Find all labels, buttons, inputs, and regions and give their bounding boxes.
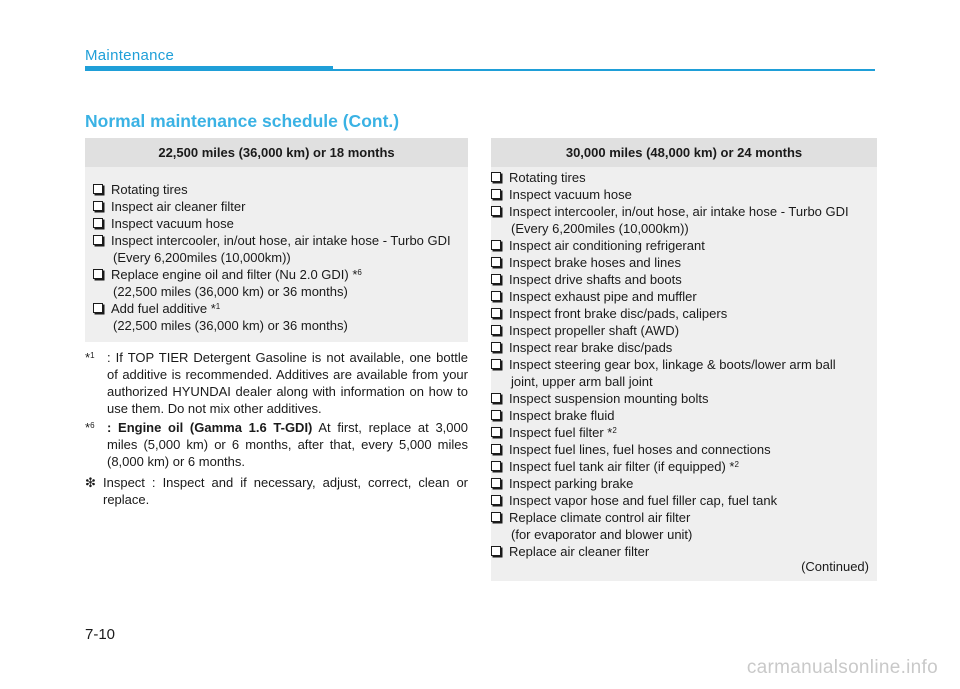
list-item: Inspect parking brake: [491, 475, 871, 492]
list-item: Inspect air cleaner filter: [93, 198, 462, 215]
section-label: Maintenance: [85, 47, 175, 64]
asterism-icon: ❇: [85, 475, 96, 490]
checkbox-icon: [93, 235, 103, 245]
inspect-legend: ❇ Inspect : Inspect and if necessary, adjust, correct, clean or replace.: [85, 475, 468, 507]
checkbox-icon: [491, 546, 501, 556]
list-item: Inspect rear brake disc/pads: [491, 339, 871, 356]
checkbox-icon: [93, 184, 103, 194]
checkbox-icon: [491, 393, 501, 403]
checkbox-icon: [491, 512, 501, 522]
checkbox-icon: [491, 257, 501, 267]
list-item: Inspect intercooler, in/out hose, air intake hose - Turbo GDI (Every 6,200miles (10,000km)): [93, 232, 462, 266]
checkbox-icon: [93, 201, 103, 211]
list-item: Inspect fuel tank air filter (if equipped) *$^2$: [491, 458, 871, 475]
list-item: Inspect propeller shaft (AWD): [491, 322, 871, 339]
list-item: Replace climate control air filter (for evaporator and blower unit): [491, 509, 871, 543]
schedule-box-30000: [491, 138, 877, 581]
checkbox-icon: [491, 308, 501, 318]
list-item: Replace engine oil and filter (Nu 2.0 GDI) *$^6$ (22,500 miles (36,000 km) or 36 months): [93, 266, 462, 300]
checkbox-icon: [491, 189, 501, 199]
list-item: Inspect suspension mounting bolts: [491, 390, 871, 407]
list-item: Inspect brake fluid: [491, 407, 871, 424]
checkbox-icon: [93, 269, 103, 279]
footnote-6: *$^6$ : Engine oil (Gamma 1.6 T-GDI) At first, replace at 3,000 miles (5,000 km) or 6 months, after that, every 5,000 miles (8,000 km) or 6 months.: [85, 420, 468, 469]
list-item: Rotating tires: [491, 169, 871, 186]
checkbox-icon: [491, 444, 501, 454]
list-item: Inspect vacuum hose: [93, 215, 462, 232]
page-number: 7-10: [85, 626, 116, 643]
footnote-1: *$^1$ : If TOP TIER Detergent Gasoline is not available, one bottle of additive is recommended. Additives are available from your authorized HYUNDAI dealer along with information on how to use them. Do not mix other additives.: [85, 350, 468, 416]
checkbox-icon: [491, 325, 501, 335]
schedule-box-22500: [85, 138, 468, 342]
checklist: [491, 167, 877, 560]
list-item: Inspect vapor hose and fuel filler cap, fuel tank: [491, 492, 871, 509]
checkbox-icon: [491, 359, 501, 369]
watermark: carmanualsonline.info: [746, 657, 938, 678]
checkbox-icon: [491, 461, 501, 471]
list-item: Replace air cleaner filter: [491, 543, 871, 560]
checkbox-icon: [491, 274, 501, 284]
checkbox-icon: [491, 495, 501, 505]
list-item: Rotating tires: [93, 181, 462, 198]
list-item: Inspect vacuum hose: [491, 186, 871, 203]
list-item: Inspect exhaust pipe and muffler: [491, 288, 871, 305]
checkbox-icon: [491, 342, 501, 352]
list-item: Add fuel additive *$^1$ (22,500 miles (36,000 km) or 36 months): [93, 300, 462, 334]
list-item: Inspect steering gear box, linkage & boots/lower arm ball joint, upper arm ball joint: [491, 356, 871, 390]
schedule-box-title: 22,500 miles (36,000 km) or 18 months: [85, 138, 468, 167]
checklist: [85, 167, 468, 334]
list-item: Inspect brake hoses and lines: [491, 254, 871, 271]
continued-label: (Continued): [801, 559, 869, 574]
page-heading: Normal maintenance schedule (Cont.): [85, 111, 400, 131]
checkbox-icon: [93, 303, 103, 313]
list-item: Inspect intercooler, in/out hose, air intake hose - Turbo GDI (Every 6,200miles (10,000km)): [491, 203, 871, 237]
list-item: Inspect air conditioning refrigerant: [491, 237, 871, 254]
checkbox-icon: [491, 240, 501, 250]
checkbox-icon: [491, 427, 501, 437]
schedule-box-title: 30,000 miles (48,000 km) or 24 months: [491, 138, 877, 167]
checkbox-icon: [491, 172, 501, 182]
checkbox-icon: [93, 218, 103, 228]
header-rule-thick: [85, 66, 333, 71]
list-item: Inspect fuel filter *$^2$: [491, 424, 871, 441]
checkbox-icon: [491, 478, 501, 488]
checkbox-icon: [491, 410, 501, 420]
checkbox-icon: [491, 206, 501, 216]
checkbox-icon: [491, 291, 501, 301]
header-rule-thin: [333, 69, 875, 71]
list-item: Inspect fuel lines, fuel hoses and connections: [491, 441, 871, 458]
list-item: Inspect drive shafts and boots: [491, 271, 871, 288]
list-item: Inspect front brake disc/pads, calipers: [491, 305, 871, 322]
